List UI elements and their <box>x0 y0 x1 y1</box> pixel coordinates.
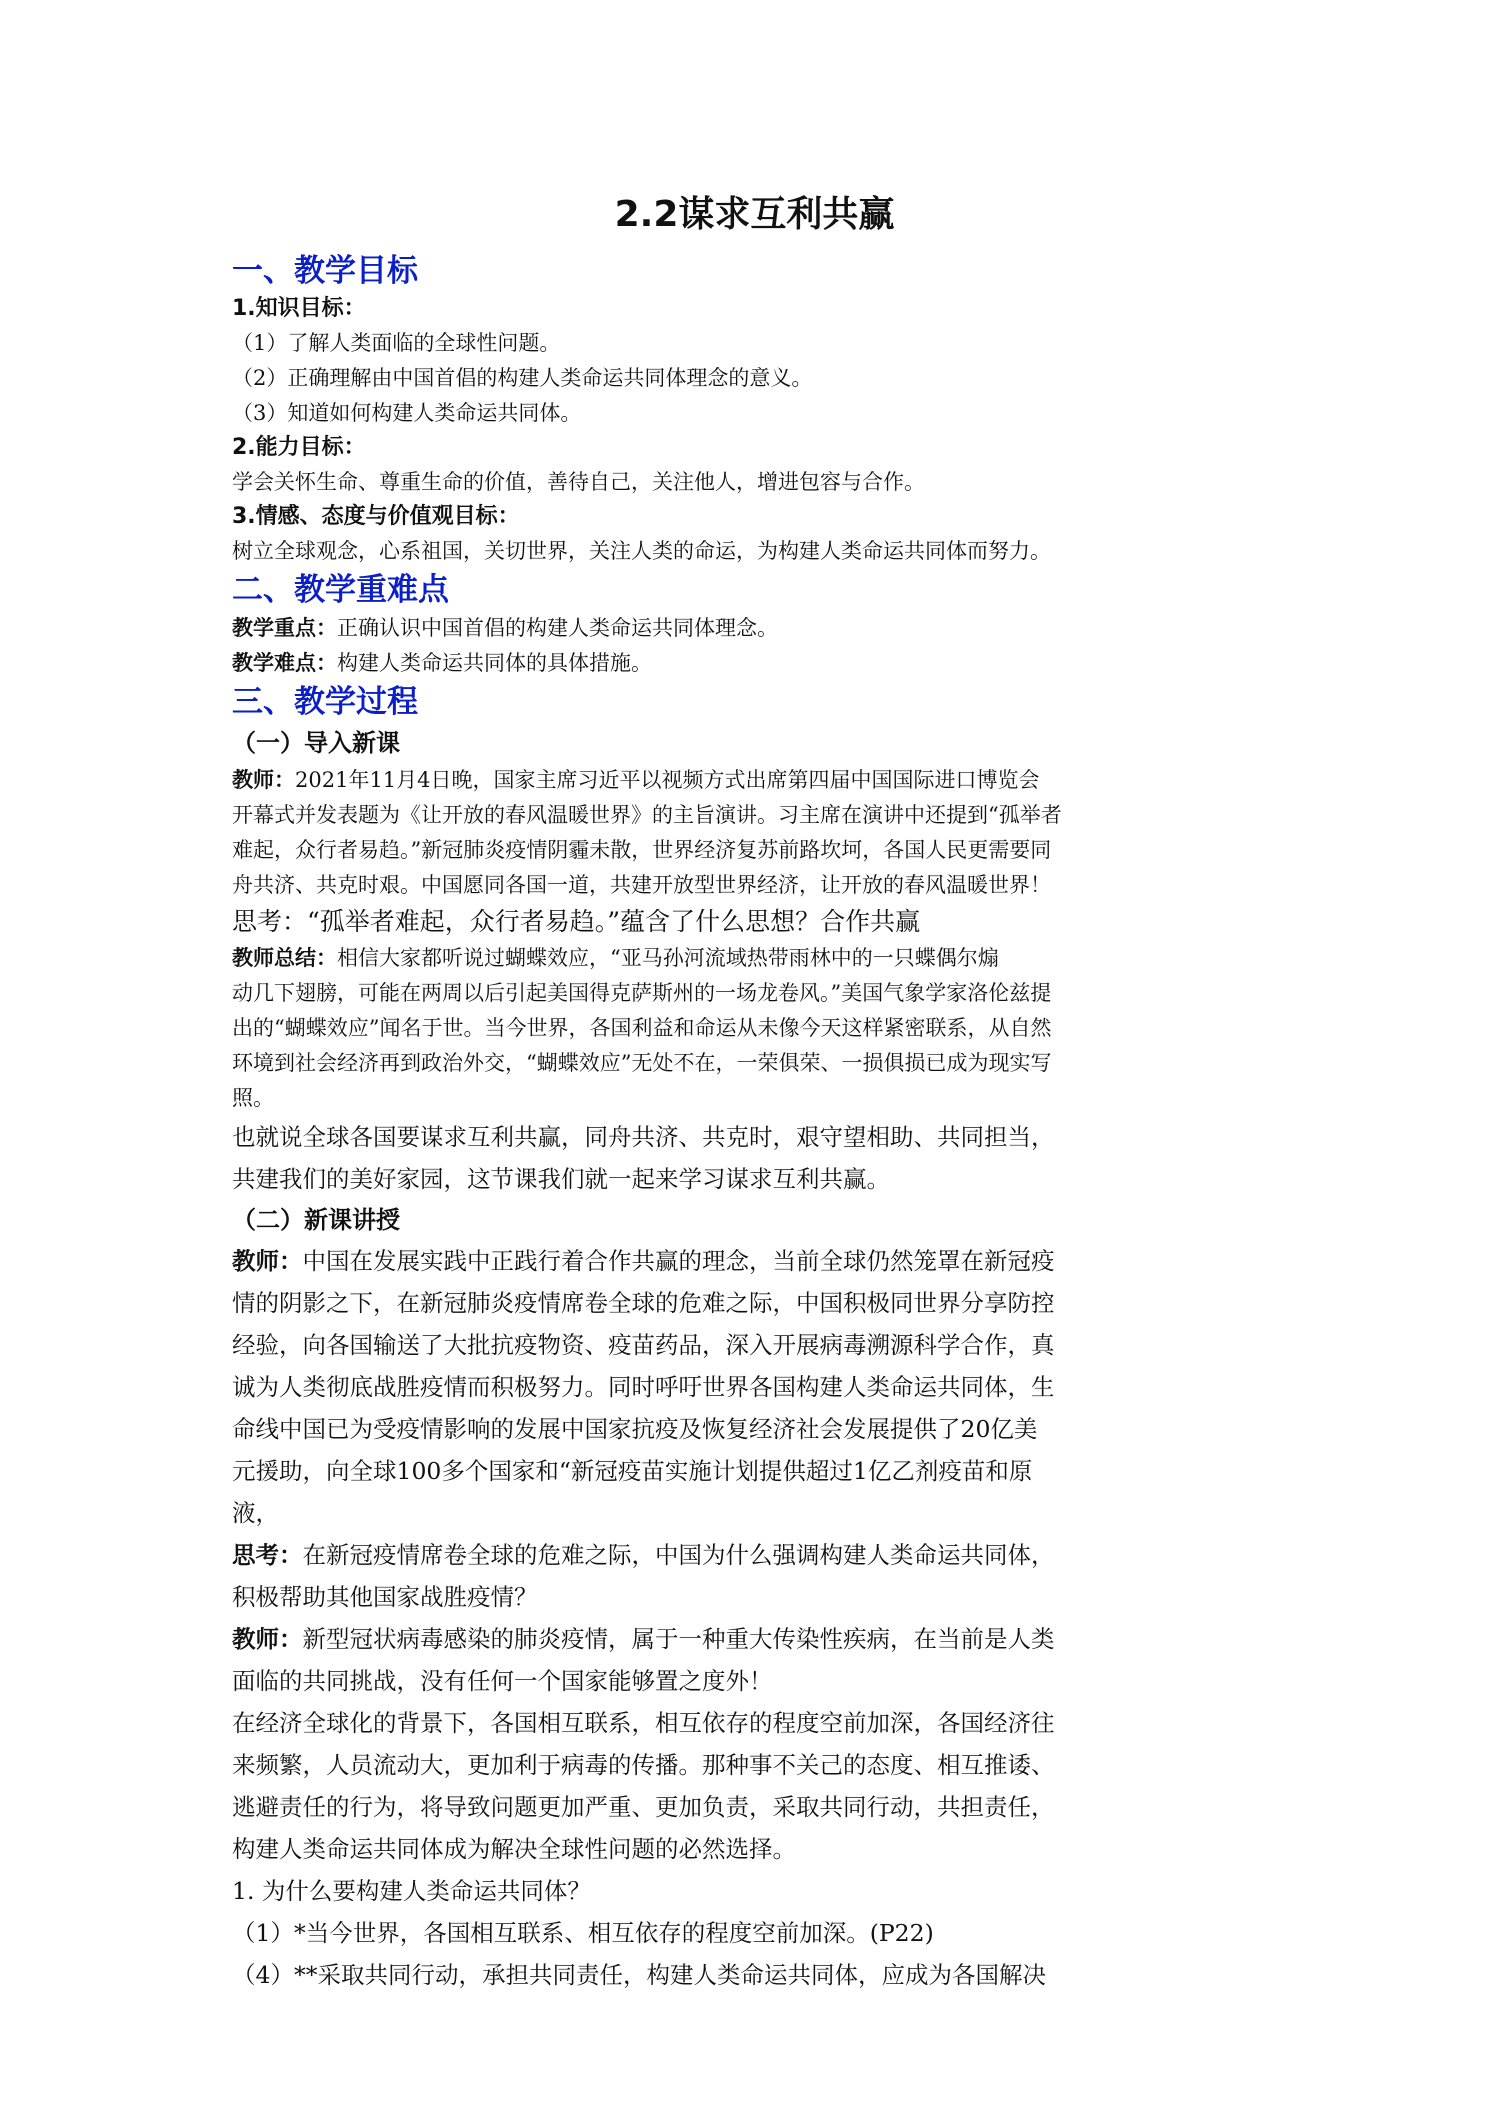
teacher-label: 教师： <box>232 1625 303 1653</box>
lecture-paragraph-line: 逃避责任的行为，将导致问题更加严重、更加负责，采取共同行动，共担责任， <box>232 1793 1055 1821</box>
ability-goal-heading: 2.能力目标： <box>232 435 366 460</box>
summary-line: 照。 <box>232 1086 274 1110</box>
intro-teacher-line: 难起，众行者易趋。”新冠肺炎疫情阴霾未散，世界经济复苏前路坎坷，各国人民更需要同 <box>232 838 1052 862</box>
emotion-goal-heading: 3.情感、态度与价值观目标： <box>232 504 520 529</box>
part-heading-intro: （一）导入新课 <box>232 729 400 757</box>
summary-line: 环境到社会经济再到政治外交，“蝴蝶效应”无处不在，一荣俱荣、一损俱损已成为现实写 <box>232 1051 1052 1075</box>
intro-teacher-line <box>232 763 1277 798</box>
lecture-paragraph-line: 在经济全球化的背景下，各国相互联系，相互依存的程度空前加深，各国经济往 <box>232 1709 1055 1737</box>
think-label: 思考： <box>232 1541 303 1569</box>
lecture-teacher-line: 情的阴影之下，在新冠肺炎疫情席卷全球的危难之际，中国积极同世界分享防控 <box>232 1289 1055 1317</box>
answer-1: （1）*当今世界，各国相互联系、相互依存的程度空前加深。(P22) <box>232 1919 934 1947</box>
closing-line: 共建我们的美好家园，这节课我们就一起来学习谋求互利共赢。 <box>232 1165 890 1193</box>
teacher-label: 教师： <box>232 768 295 792</box>
section-heading-goals: 一、教学目标 <box>232 253 418 289</box>
summary-line <box>232 941 1277 976</box>
knowledge-item: （2）正确理解由中国首倡的构建人类命运共同体理念的意义。 <box>232 366 813 390</box>
document-page <box>232 182 1277 1996</box>
doc-title: 2.2谋求互利共赢 <box>614 194 895 235</box>
summary-label: 教师总结： <box>232 946 337 970</box>
section-heading-process: 三、教学过程 <box>232 684 418 720</box>
question-1: 1. 为什么要构建人类命运共同体？ <box>232 1877 591 1905</box>
difficulty-label: 教学难点： <box>232 651 337 675</box>
intro-teacher-line: 开幕式并发表题为《让开放的春风温暖世界》的主旨演讲。习主席在演讲中还提到“孤举者 <box>232 803 1062 827</box>
lecture-teacher-text: 中国在发展实践中正践行着合作共赢的理念，当前全球仍然笼罩在新冠疫 <box>302 1247 1055 1275</box>
lecture-think-line: 积极帮助其他国家战胜疫情？ <box>232 1583 538 1611</box>
lecture-think-text: 在新冠疫情席卷全球的危难之际，中国为什么强调构建人类命运共同体， <box>302 1541 1055 1569</box>
focus-text: 正确认识中国首倡的构建人类命运共同体理念。 <box>337 616 778 640</box>
lecture-paragraph-line: 来频繁，人员流动大，更加利于病毒的传播。那种事不关己的态度、相互推诿、 <box>232 1751 1055 1779</box>
teaching-difficulty <box>232 646 1277 681</box>
focus-label: 教学重点： <box>232 616 337 640</box>
knowledge-goal-heading: 1.知识目标： <box>232 296 366 321</box>
ability-goal-text: 学会关怀生命、尊重生命的价值，善待自己，关注他人，增进包容与合作。 <box>232 470 925 494</box>
summary-line: 出的“蝴蝶效应”闻名于世。当今世界，各国利益和命运从未像今天这样紧密联系，从自然 <box>232 1016 1052 1040</box>
intro-think: 思考：“孤举者难起，众行者易趋。”蕴含了什么思想？合作共赢 <box>232 907 921 936</box>
summary-line: 动几下翅膀，可能在两周以后引起美国得克萨斯州的一场龙卷风。”美国气象学家洛伦兹提 <box>232 981 1052 1005</box>
lecture-teacher-line: 液， <box>232 1499 279 1527</box>
lecture-teacher-line <box>232 1240 1277 1282</box>
lecture-teacher-line: 命线中国已为受疫情影响的发展中国家抗疫及恢复经济社会发展提供了20亿美 <box>232 1415 1038 1443</box>
section-heading-key-points: 二、教学重难点 <box>232 572 449 608</box>
lecture-teacher2-text: 新型冠状病毒感染的肺炎疫情，属于一种重大传染性疾病，在当前是人类 <box>302 1625 1055 1653</box>
lecture-teacher2-line <box>232 1618 1277 1660</box>
teaching-focus <box>232 611 1277 646</box>
closing-line: 也就说全球各国要谋求互利共赢，同舟共济、共克时，艰守望相助、共同担当， <box>232 1123 1055 1151</box>
knowledge-item: （1）了解人类面临的全球性问题。 <box>232 331 561 355</box>
knowledge-item: （3）知道如何构建人类命运共同体。 <box>232 401 582 425</box>
summary-text: 相信大家都听说过蝴蝶效应，“亚马孙河流域热带雨林中的一只蝶偶尔煽 <box>337 946 999 970</box>
intro-teacher-line: 舟共济、共克时艰。中国愿同各国一道，共建开放型世界经济，让开放的春风温暖世界！ <box>232 873 1051 897</box>
lecture-teacher-line: 诚为人类彻底战胜疫情而积极努力。同时呼吁世界各国构建人类命运共同体，生 <box>232 1373 1055 1401</box>
intro-teacher-text: 2021年11月4日晚，国家主席习近平以视频方式出席第四届中国国际进口博览会 <box>295 768 1040 792</box>
answer-4: （4）**采取共同行动，承担共同责任，构建人类命运共同体，应成为各国解决 <box>232 1961 1046 1989</box>
lecture-teacher-line: 元援助，向全球100多个国家和“新冠疫苗实施计划提供超过1亿乙剂疫苗和原 <box>232 1457 1033 1485</box>
lecture-teacher2-line: 面临的共同挑战，没有任何一个国家能够置之度外！ <box>232 1667 773 1695</box>
teacher-label: 教师： <box>232 1247 303 1275</box>
part-heading-lecture: （二）新课讲授 <box>232 1206 400 1234</box>
lecture-paragraph-line: 构建人类命运共同体成为解决全球性问题的必然选择。 <box>232 1835 796 1863</box>
lecture-teacher-line: 经验，向各国输送了大批抗疫物资、疫苗药品，深入开展病毒溯源科学合作，真 <box>232 1331 1055 1359</box>
difficulty-text: 构建人类命运共同体的具体措施。 <box>337 651 652 675</box>
emotion-goal-text: 树立全球观念，心系祖国，关切世界，关注人类的命运，为构建人类命运共同体而努力。 <box>232 539 1051 563</box>
lecture-think-line <box>232 1534 1277 1576</box>
